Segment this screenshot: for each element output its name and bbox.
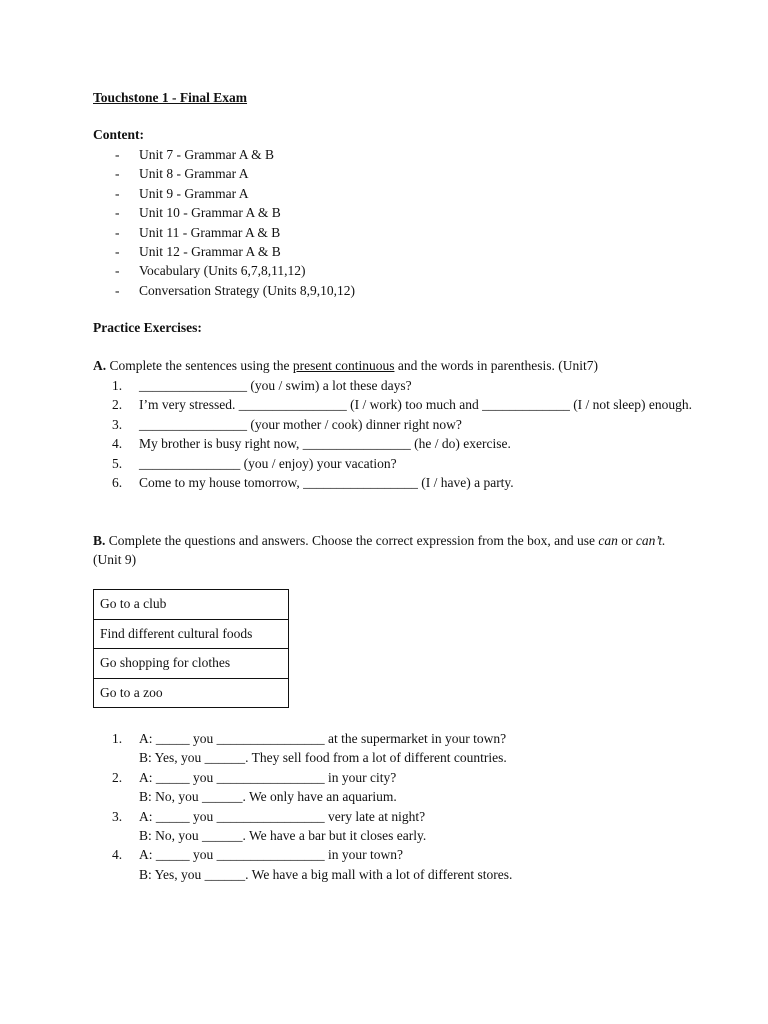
page-title: Touchstone 1 - Final Exam	[93, 90, 248, 105]
question-item: 4. My brother is busy right now, ________________ (he / do) exercise.	[112, 436, 511, 452]
expression-cell: Go shopping for clothes	[94, 649, 288, 679]
list-item: - Vocabulary (Units 6,7,8,11,12)	[115, 263, 306, 279]
expression-cell: Go to a club	[94, 590, 288, 620]
expression-box	[93, 589, 289, 708]
list-item: - Unit 10 - Grammar A & B	[115, 205, 281, 221]
content-list	[115, 145, 355, 300]
question-item: 3. A: _____ you ________________ very late at night? B: No, you ______. We have a bar but it closes early.	[112, 808, 427, 844]
question-item: 4. A: _____ you ________________ in your town? B: Yes, you ______. We have a big mall with a lot of different stores.	[112, 847, 513, 882]
list-item: - Unit 7 - Grammar A & B	[115, 147, 274, 162]
question-item: 2. A: _____ you ________________ in your city? B: No, you ______. We only have an aquarium.	[112, 769, 397, 805]
section-a-letter: A.	[93, 358, 107, 373]
question-item: 5. _______________ (you / enjoy) your vacation?	[112, 455, 397, 471]
expression-cell: Find different cultural foods	[94, 620, 288, 650]
section-b-list	[112, 729, 702, 884]
list-item: - Conversation Strategy (Units 8,9,10,12)	[115, 282, 355, 298]
question-item: 2. I’m very stressed. ________________ (I / work) too much and _____________ (I / not sleep) enough.	[112, 397, 693, 413]
expression-cell: Go to a zoo	[100, 684, 163, 700]
section-b-instructions: B. Complete the questions and answers. Choose the correct expression from the box, and use can or can’t. (Unit 9)	[93, 533, 666, 568]
list-item: - Unit 9 - Grammar A	[115, 185, 249, 201]
section-a-list	[112, 376, 702, 492]
question-item: 1. A: _____ you ________________ at the supermarket in your town? B: Yes, you ______. They sell food from a lot of different countries.	[112, 731, 507, 766]
section-a-instructions: A. Complete the sentences using the present continuous and the words in parenthesis. (Unit7)	[93, 358, 599, 373]
grammar-term: present continuous	[292, 358, 395, 373]
question-item: 6. Come to my house tomorrow, _________________ (I / have) a party.	[112, 475, 514, 491]
content-heading: Content:	[93, 127, 144, 142]
question-item: 3. ________________ (your mother / cook) dinner right now?	[112, 416, 462, 432]
list-item: - Unit 11 - Grammar A & B	[115, 224, 281, 240]
list-item: - Unit 12 - Grammar A & B	[115, 243, 281, 259]
list-item: - Unit 8 - Grammar A	[115, 166, 249, 182]
question-item: 1. ________________ (you / swim) a lot these days?	[112, 378, 412, 393]
section-b-letter: B.	[93, 533, 106, 548]
practice-heading: Practice Exercises:	[93, 320, 202, 335]
